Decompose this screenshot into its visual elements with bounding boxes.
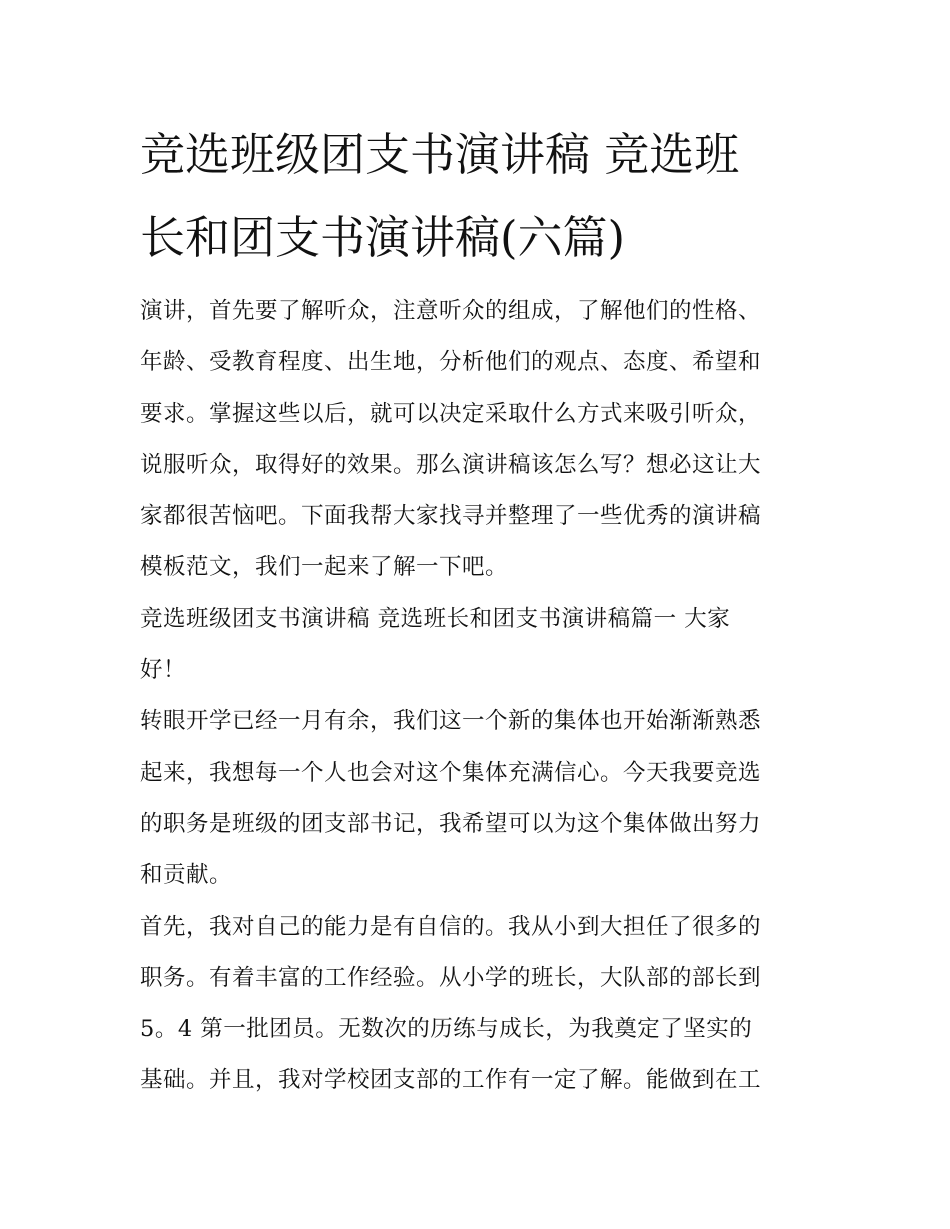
- body-line: 模板范文，我们一起来了解一下吧。: [140, 554, 509, 581]
- body-line: 起来，我想每一个人也会对这个集体充满信心。今天我要竞选: [140, 759, 762, 786]
- body-line: 首先，我对自己的能力是有自信的。我从小到大担任了很多的: [140, 913, 762, 940]
- body-line: 要求。掌握这些以后，就可以决定采取什么方式来吸引听众，: [140, 400, 762, 427]
- body-line: 的职务是班级的团支部书记，我希望可以为这个集体做出努力: [140, 810, 762, 837]
- body-line: 5。4 第一批团员。无数次的历练与成长，为我奠定了坚实的: [140, 1016, 753, 1043]
- body-line: 好！: [140, 657, 187, 684]
- body-line: 和贡献。: [140, 862, 233, 889]
- document-title: [140, 113, 820, 279]
- body-line: 竞选班级团支书演讲稿 竞选班长和团支书演讲稿篇一 大家: [140, 605, 731, 632]
- body-line: 说服听众，取得好的效果。那么演讲稿该怎么写？想必这让大: [140, 451, 762, 478]
- title-line: 竞选班级团支书演讲稿 竞选班: [140, 128, 740, 181]
- body-line: 基础。并且，我对学校团支部的工作有一定了解。能做到在工: [140, 1067, 762, 1094]
- body-line: 转眼开学已经一月有余，我们这一个新的集体也开始渐渐熟悉: [140, 708, 762, 735]
- body-line: 职务。有着丰富的工作经验。从小学的班长，大队部的部长到: [140, 964, 762, 991]
- document-body: [140, 286, 820, 1107]
- body-line: 家都很苦恼吧。下面我帮大家找寻并整理了一些优秀的演讲稿: [140, 503, 762, 530]
- title-line: 长和团支书演讲稿(六篇): [140, 211, 626, 264]
- body-line: 演讲，首先要了解听众，注意听众的组成，了解他们的性格、: [140, 298, 762, 324]
- body-line: 年龄、受教育程度、出生地，分析他们的观点、态度、希望和: [140, 349, 762, 376]
- document-content: [140, 113, 820, 1107]
